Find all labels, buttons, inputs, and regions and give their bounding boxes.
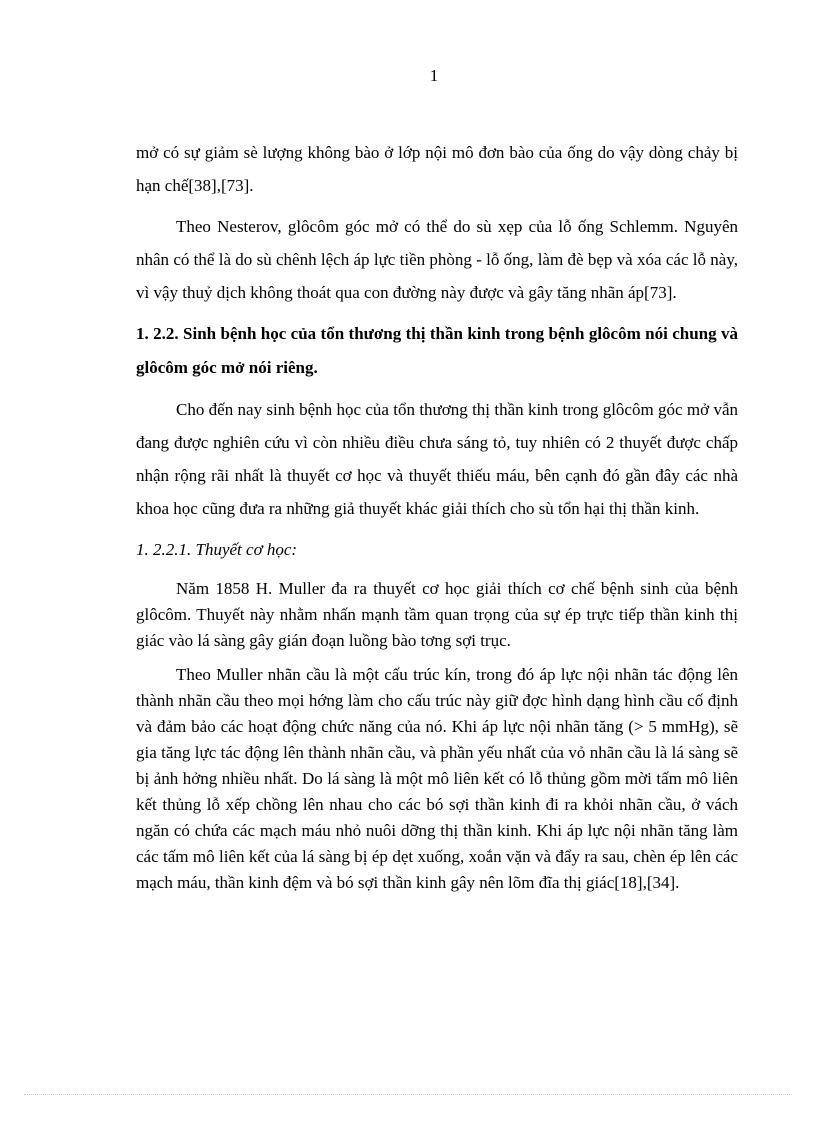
paragraph-3: Cho đến nay sinh bệnh học của tổn thương thị thần kinh trong glôcôm góc mở vẫn đang được nghiên cứu vì còn nhiều điều chưa sáng tỏ, tuy nhiên có 2 thuyết được chấp nhận rộng rãi nhất là thuyết cơ học và thuyết thiếu máu, bên cạnh đó gần đây các nhà khoa học cũng đưa ra những giả thuyết khác giải thích cho sù tổn hại thị thần kinh.	[136, 400, 738, 518]
paragraph-2: Theo Nesterov, glôcôm góc mở có thể do sù xẹp của lỗ ống Schlemm. Nguyên nhân có thể là do sù chênh lệch áp lực tiền phòng - lỗ ống, làm đè bẹp và xóa các lỗ này, vì vậy thuỷ dịch không thoát qua con đường này được và gây tăng nhãn áp[73].	[136, 217, 738, 302]
paragraph-5: Theo Muller nhãn cầu là một cấu trúc kín, trong đó áp lực nội nhãn tác động lên thành nhãn cầu theo mọi hớng làm cho cấu trúc này giữ đợc hình dạng hình cầu cố định và đảm bảo các hoạt động chức năng của nó. Khi áp lực nội nhãn tăng (> 5 mmHg), sẽ gia tăng lực tác động lên thành nhãn cầu, và phần yếu nhất của vỏ nhãn cầu là lá sàng sẽ bị ảnh hởng nhiều nhất. Do lá sàng là một mô liên kết có lỗ thủng gồm mời tấm mô liên kết thủng lỗ xếp chồng lên nhau cho các bó sợi thần kinh đi ra khỏi nhãn cầu, ở vách ngăn có chứa các mạch máu nhỏ nuôi dỡng thị thần kinh. Khi áp lực nội nhãn tăng làm các tấm mô liên kết của lá sàng bị ép dẹt xuống, xoắn vặn và đẩy ra sau, chèn ép lên các mạch máu, thần kinh đệm và bó sợi thần kinh gây nên lõm đĩa thị giác[18],[34].	[136, 665, 738, 892]
page-bottom-divider	[24, 1094, 792, 1095]
paragraph-1: mở có sự giảm sè lượng không bào ở lớp nội mô đơn bào của ống do vậy dòng chảy bị hạn chế[38],[73].	[136, 143, 738, 195]
page-number: 1	[429, 66, 439, 85]
section-heading: 1. 2.2. Sinh bệnh học của tổn thương thị thần kinh trong bệnh glôcôm nói chung và glôcôm góc mở nói riêng.	[136, 324, 738, 377]
subsection-heading: 1. 2.2.1. Thuyết cơ học:	[136, 540, 298, 559]
paragraph-4: Năm 1858 H. Muller đa ra thuyết cơ học giải thích cơ chế bệnh sinh của bệnh glôcôm. Thuyết này nhằm nhấn mạnh tầm quan trọng của sự ép trực tiếp thần kinh thị giác vào lá sàng gây gián đoạn luồng bào tơng sợi trục.	[136, 579, 738, 650]
document-body	[136, 136, 738, 904]
